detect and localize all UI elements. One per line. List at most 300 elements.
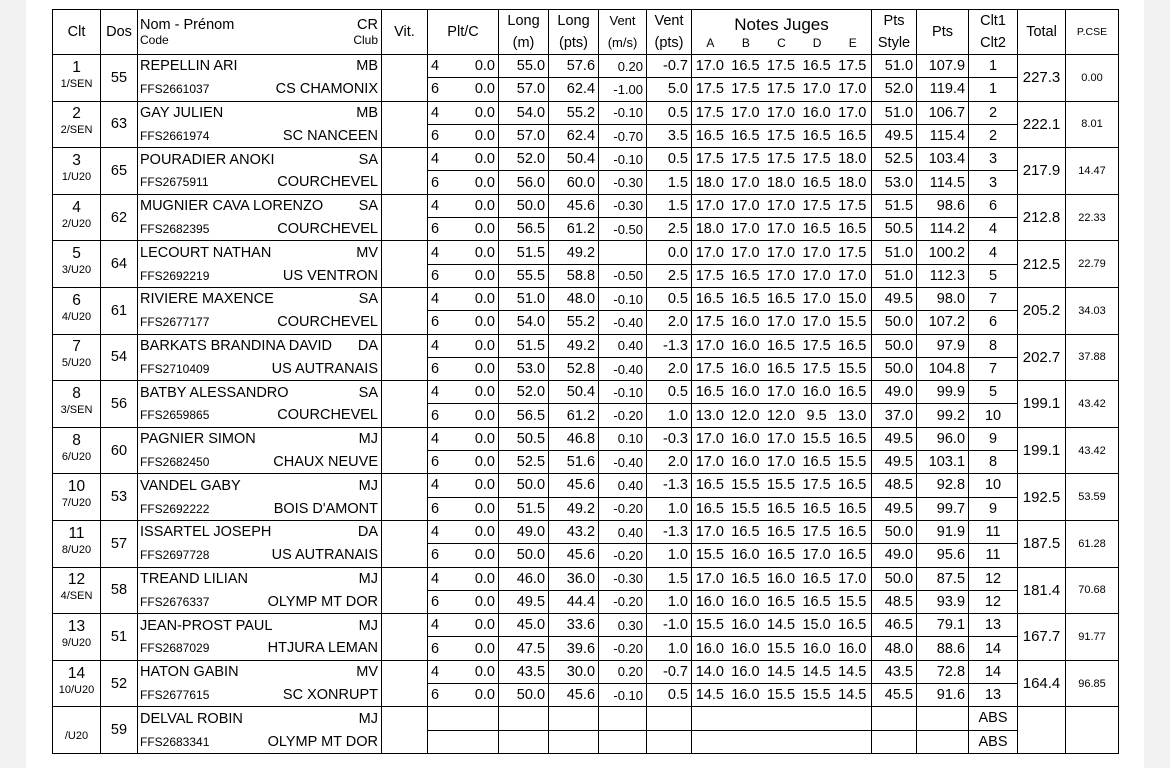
style-points: 49.5 [872, 287, 917, 310]
results-table [52, 9, 1119, 754]
competitor-row-jump1 [53, 567, 1119, 590]
judge-note: 16.5 [695, 500, 724, 517]
jump-points: 115.4 [917, 124, 969, 147]
wind-pts: 0.5 [647, 684, 692, 707]
speed-cell [382, 590, 428, 613]
judge-note: 16.5 [802, 500, 831, 517]
speed-cell [382, 707, 428, 730]
jump-rank: 11 [969, 544, 1018, 567]
jump-points: 72.8 [917, 660, 969, 683]
speed-cell [382, 171, 428, 194]
judge-notes [692, 334, 872, 357]
category-rank: 8/U20 [53, 544, 101, 567]
speed-cell [382, 427, 428, 450]
judge-note: 17.0 [731, 104, 760, 121]
judge-notes [692, 567, 872, 590]
judge-note: 17.5 [838, 58, 867, 75]
judge-note: 16.5 [802, 128, 831, 145]
judge-note: 16.0 [731, 547, 760, 564]
style-points: 45.5 [872, 684, 917, 707]
wind-pts: 0.5 [647, 287, 692, 310]
license-code: FFS2677615 [140, 687, 210, 702]
regional-committee: SA [358, 291, 378, 308]
distance-pts: 33.6 [549, 614, 599, 637]
wind-ms: 0.40 [599, 334, 647, 357]
regional-committee: SA [358, 384, 378, 401]
gate-platform: 6 [428, 357, 451, 380]
style-points: 51.0 [872, 55, 917, 78]
gate-compensation: 0.0 [451, 287, 499, 310]
category-rank: 3/U20 [53, 264, 101, 287]
jump-points: 91.6 [917, 684, 969, 707]
gate-platform: 4 [428, 194, 451, 217]
judge-note: 15.5 [838, 314, 867, 331]
regional-committee: DA [357, 337, 378, 354]
judge-note: 16.0 [838, 640, 867, 657]
club-name: US VENTRON [282, 267, 378, 284]
speed-cell [382, 357, 428, 380]
jump-rank: 7 [969, 287, 1018, 310]
judge-note: 16.5 [802, 174, 831, 191]
header-pts-style: Pts Style [872, 10, 917, 55]
header-pltc: Plt/C [428, 10, 499, 55]
judge-note: 16.5 [766, 524, 796, 541]
distance-pts: 45.6 [549, 474, 599, 497]
judge-notes [692, 590, 872, 613]
category-rank: 7/U20 [53, 497, 101, 520]
category-rank: 2/SEN [53, 124, 101, 147]
cup-points [1066, 707, 1119, 754]
judge-note: 17.5 [766, 128, 796, 145]
club-name: US AUTRANAIS [271, 547, 378, 564]
judge-note: 17.0 [731, 174, 760, 191]
style-points: 50.0 [872, 567, 917, 590]
style-points: 48.5 [872, 590, 917, 613]
gate-compensation: 0.0 [451, 451, 499, 474]
gate-platform: 6 [428, 544, 451, 567]
style-points: 51.5 [872, 194, 917, 217]
distance-pts: 36.0 [549, 567, 599, 590]
gate-platform: 4 [428, 334, 451, 357]
jump-rank: 6 [969, 311, 1018, 334]
athlete-code-club [138, 497, 382, 520]
judge-note: 17.0 [695, 337, 724, 354]
header-notes-juges: Notes Juges A B C D E [692, 10, 872, 55]
judge-note: 16.5 [766, 291, 796, 308]
athlete-name-text: RIVIERE MAXENCE [140, 291, 274, 308]
judge-note: 15.5 [766, 477, 796, 494]
jump-rank: ABS [969, 730, 1018, 753]
judge-note: 16.0 [766, 570, 796, 587]
competitor-row-jump1 [53, 101, 1119, 124]
wind-pts: 5.0 [647, 78, 692, 101]
competitor-row-jump2 [53, 124, 1119, 147]
jump-rank: 14 [969, 660, 1018, 683]
wind-pts [647, 707, 692, 730]
style-points: 49.5 [872, 451, 917, 474]
speed-cell [382, 241, 428, 264]
judge-note: 17.0 [731, 221, 760, 238]
distance-pts: 61.2 [549, 218, 599, 241]
total-points: 181.4 [1018, 567, 1066, 614]
header-vent-pts: Vent (pts) [647, 10, 692, 55]
judge-notes [692, 427, 872, 450]
speed-cell [382, 311, 428, 334]
wind-ms: 0.10 [599, 427, 647, 450]
judge-note: 17.5 [695, 361, 724, 377]
athlete-name-text: JEAN-PROST PAUL [140, 617, 273, 634]
judge-note: 16.5 [838, 477, 867, 494]
athlete-name [138, 381, 382, 404]
gate-compensation [451, 707, 499, 730]
gate-compensation: 0.0 [451, 357, 499, 380]
distance-pts: 55.2 [549, 101, 599, 124]
club-name: US AUTRANAIS [271, 360, 378, 377]
club-name: COURCHEVEL [277, 407, 378, 424]
judge-note: 12.0 [766, 407, 796, 424]
gate-platform: 6 [428, 497, 451, 520]
header-name: Nom - Prénom CR Code Club [138, 10, 382, 55]
speed-cell [382, 637, 428, 660]
athlete-code-club [138, 590, 382, 613]
judge-note: 17.0 [802, 291, 831, 308]
distance-m: 54.0 [499, 101, 549, 124]
total-points: 227.3 [1018, 55, 1066, 102]
competitor-row-jump1 [53, 381, 1119, 404]
competitor-row-jump2 [53, 544, 1119, 567]
club-name: CHAUX NEUVE [273, 453, 378, 470]
competitor-row-jump1 [53, 520, 1119, 543]
speed-cell [382, 287, 428, 310]
license-code: FFS2710409 [140, 361, 210, 376]
gate-compensation: 0.0 [451, 637, 499, 660]
category-rank: 1/SEN [53, 78, 101, 101]
judge-note: 17.0 [695, 454, 724, 471]
judge-note: 16.5 [838, 547, 867, 564]
gate-platform: 4 [428, 148, 451, 171]
judge-note: 17.0 [695, 524, 724, 541]
speed-cell [382, 730, 428, 753]
style-points: 50.0 [872, 520, 917, 543]
jump-rank: 4 [969, 241, 1018, 264]
club-name: SC NANCEEN [282, 127, 378, 144]
total-points: 199.1 [1018, 381, 1066, 428]
wind-pts: 3.5 [647, 124, 692, 147]
judge-note: 17.5 [766, 151, 796, 168]
judge-notes [692, 381, 872, 404]
judge-note: 14.5 [695, 687, 724, 704]
judge-note: 13.0 [695, 407, 724, 424]
speed-cell [382, 404, 428, 427]
distance-pts: 57.6 [549, 55, 599, 78]
rank: 2 [53, 101, 101, 124]
wind-pts: -0.7 [647, 55, 692, 78]
judge-note: 17.5 [695, 81, 724, 98]
bib-number: 59 [101, 707, 138, 754]
distance-m: 52.0 [499, 148, 549, 171]
speed-cell [382, 544, 428, 567]
judge-note: 16.5 [695, 128, 724, 145]
distance-pts: 48.0 [549, 287, 599, 310]
gate-compensation: 0.0 [451, 684, 499, 707]
rank: 8 [53, 427, 101, 450]
judge-note: 16.0 [731, 663, 760, 680]
distance-m: 53.0 [499, 357, 549, 380]
judge-notes [692, 637, 872, 660]
wind-pts: 2.0 [647, 451, 692, 474]
category-rank: /U20 [53, 730, 101, 753]
style-points: 50.5 [872, 218, 917, 241]
judge-notes [692, 101, 872, 124]
judge-notes [692, 311, 872, 334]
competitor-row-jump2 [53, 218, 1119, 241]
judge-note: 9.5 [806, 407, 827, 424]
judge-notes [692, 684, 872, 707]
jump-rank: 13 [969, 614, 1018, 637]
athlete-code-club [138, 684, 382, 707]
speed-cell [382, 497, 428, 520]
athlete-name [138, 427, 382, 450]
judge-note: 16.0 [731, 361, 760, 377]
gate-platform: 4 [428, 241, 451, 264]
jump-points: 99.9 [917, 381, 969, 404]
jump-rank: 8 [969, 451, 1018, 474]
total-points: 222.1 [1018, 101, 1066, 148]
judge-note: 16.0 [731, 430, 760, 447]
gate-platform: 4 [428, 614, 451, 637]
speed-cell [382, 520, 428, 543]
judge-note: 17.5 [802, 197, 831, 214]
cup-points: 34.03 [1066, 287, 1119, 334]
athlete-name-text: MUGNIER CAVA LORENZO [140, 198, 324, 215]
jump-points: 99.2 [917, 404, 969, 427]
wind-pts: -1.3 [647, 334, 692, 357]
judge-note: 16.0 [802, 384, 831, 401]
gate-platform: 4 [428, 101, 451, 124]
club-name: OLYMP MT DOR [267, 593, 378, 610]
speed-cell [382, 334, 428, 357]
style-points: 52.0 [872, 78, 917, 101]
judge-note: 16.0 [695, 593, 724, 610]
wind-ms: -0.10 [599, 148, 647, 171]
header-pts: Pts [917, 10, 969, 55]
distance-m [499, 730, 549, 753]
speed-cell [382, 614, 428, 637]
jump-points: 99.7 [917, 497, 969, 520]
header-vit: Vit. [382, 10, 428, 55]
competitor-row-jump2 [53, 451, 1119, 474]
athlete-name [138, 334, 382, 357]
competitor-row-jump1 [53, 287, 1119, 310]
judge-note: 15.5 [731, 477, 760, 494]
wind-pts: 2.5 [647, 218, 692, 241]
distance-pts: 30.0 [549, 660, 599, 683]
competitor-row-jump1 [53, 334, 1119, 357]
jump-points: 112.3 [917, 264, 969, 287]
judge-note: 16.5 [838, 524, 867, 541]
category-rank: 2/U20 [53, 218, 101, 241]
judge-note: 16.5 [695, 384, 724, 401]
judge-notes [692, 730, 872, 753]
athlete-name-text: POURADIER ANOKI [140, 151, 275, 168]
distance-m: 55.5 [499, 264, 549, 287]
distance-m: 56.5 [499, 404, 549, 427]
athlete-name-text: ISSARTEL JOSEPH [140, 524, 272, 541]
gate-platform: 4 [428, 474, 451, 497]
category-rank: 9/U20 [53, 637, 101, 660]
judge-note: 17.0 [838, 81, 867, 98]
judge-note: 17.5 [695, 151, 724, 168]
athlete-name [138, 241, 382, 264]
gate-compensation: 0.0 [451, 497, 499, 520]
jump-rank: ABS [969, 707, 1018, 730]
gate-platform: 6 [428, 404, 451, 427]
style-points: 43.5 [872, 660, 917, 683]
judge-note: 17.0 [802, 267, 831, 284]
jump-rank: 9 [969, 427, 1018, 450]
judge-notes [692, 660, 872, 683]
rank: 13 [53, 614, 101, 637]
competitor-row-jump2 [53, 497, 1119, 520]
bib-number: 55 [101, 55, 138, 102]
athlete-name [138, 520, 382, 543]
judge-note: 17.5 [695, 104, 724, 121]
judge-note: 16.5 [766, 500, 796, 517]
judge-note: 17.0 [766, 197, 796, 214]
bib-number: 63 [101, 101, 138, 148]
judge-note: 18.0 [838, 174, 867, 191]
license-code: FFS2683341 [140, 734, 210, 749]
cup-points: 22.79 [1066, 241, 1119, 288]
jump-rank: 2 [969, 101, 1018, 124]
header-judge-a: A [706, 36, 715, 50]
athlete-code-club [138, 637, 382, 660]
jump-points: 107.2 [917, 311, 969, 334]
distance-m: 51.5 [499, 497, 549, 520]
gate-compensation: 0.0 [451, 334, 499, 357]
judge-note: 17.5 [766, 58, 796, 75]
rank: 1 [53, 55, 101, 78]
athlete-name [138, 707, 382, 730]
gate-platform: 4 [428, 567, 451, 590]
judge-note: 16.5 [802, 221, 831, 238]
gate-platform: 6 [428, 78, 451, 101]
header-total: Total [1018, 10, 1066, 55]
header-long-m: Long (m) [499, 10, 549, 55]
speed-cell [382, 218, 428, 241]
judge-note: 17.0 [695, 58, 724, 75]
gate-compensation: 0.0 [451, 264, 499, 287]
judge-note: 16.5 [731, 524, 760, 541]
judge-note: 17.0 [731, 197, 760, 214]
wind-ms: 0.40 [599, 474, 647, 497]
judge-note: 14.0 [695, 663, 724, 680]
athlete-code-club [138, 544, 382, 567]
cup-points: 70.68 [1066, 567, 1119, 614]
club-name: COURCHEVEL [277, 314, 378, 331]
distance-m: 47.5 [499, 637, 549, 660]
wind-pts: 2.5 [647, 264, 692, 287]
header-judge-c: C [777, 36, 786, 50]
judge-note: 17.5 [802, 477, 831, 494]
judge-note: 17.0 [766, 314, 796, 331]
regional-committee: MV [356, 244, 378, 261]
athlete-name-text: PAGNIER SIMON [140, 431, 256, 448]
judge-note: 17.0 [766, 244, 796, 261]
category-rank: 5/U20 [53, 357, 101, 380]
distance-m: 49.0 [499, 520, 549, 543]
competitor-row-jump1 [53, 707, 1119, 730]
wind-pts [647, 730, 692, 753]
judge-note: 17.0 [802, 314, 831, 331]
rank: 11 [53, 520, 101, 543]
jump-points: 98.6 [917, 194, 969, 217]
judge-note: 17.0 [766, 454, 796, 471]
wind-pts: 2.0 [647, 311, 692, 334]
gate-platform: 4 [428, 55, 451, 78]
judge-note: 16.5 [695, 291, 724, 308]
wind-pts: 1.5 [647, 171, 692, 194]
judge-notes [692, 218, 872, 241]
category-rank: 3/SEN [53, 404, 101, 427]
distance-pts: 50.4 [549, 381, 599, 404]
distance-m: 56.0 [499, 171, 549, 194]
jump-rank: 1 [969, 55, 1018, 78]
judge-note: 17.0 [766, 430, 796, 447]
gate-platform: 4 [428, 381, 451, 404]
cup-points: 22.33 [1066, 194, 1119, 241]
jump-rank: 9 [969, 497, 1018, 520]
header-judge-d: D [812, 36, 822, 50]
competitor-row-jump2 [53, 78, 1119, 101]
judge-note: 17.0 [766, 104, 796, 121]
gate-compensation: 0.0 [451, 55, 499, 78]
distance-pts: 45.6 [549, 544, 599, 567]
judge-note: 16.0 [731, 593, 760, 610]
judge-note: 16.5 [802, 58, 831, 75]
header-judge-b: B [741, 36, 750, 50]
judge-note: 16.0 [802, 104, 831, 121]
gate-platform: 4 [428, 660, 451, 683]
distance-m: 50.0 [499, 474, 549, 497]
distance-m: 50.5 [499, 427, 549, 450]
license-code: FFS2687029 [140, 641, 210, 656]
regional-committee: MJ [358, 477, 378, 494]
total-points [1018, 707, 1066, 754]
wind-pts: 1.0 [647, 544, 692, 567]
jump-points: 93.9 [917, 590, 969, 613]
wind-ms: -0.10 [599, 101, 647, 124]
distance-pts: 60.0 [549, 171, 599, 194]
athlete-code-club [138, 357, 382, 380]
rank: 3 [53, 148, 101, 171]
athlete-code-club [138, 264, 382, 287]
wind-ms: -0.70 [599, 124, 647, 147]
style-points [872, 707, 917, 730]
regional-committee: MB [356, 104, 378, 121]
gate-platform: 6 [428, 124, 451, 147]
gate-compensation: 0.0 [451, 218, 499, 241]
speed-cell [382, 264, 428, 287]
bib-number: 56 [101, 381, 138, 428]
license-code: FFS2659865 [140, 408, 210, 423]
judge-note: 17.0 [838, 267, 867, 284]
judge-notes [692, 707, 872, 730]
judge-note: 16.5 [838, 617, 867, 634]
wind-ms [599, 707, 647, 730]
wind-ms: 0.20 [599, 660, 647, 683]
athlete-name-text: BATBY ALESSANDRO [140, 384, 289, 401]
